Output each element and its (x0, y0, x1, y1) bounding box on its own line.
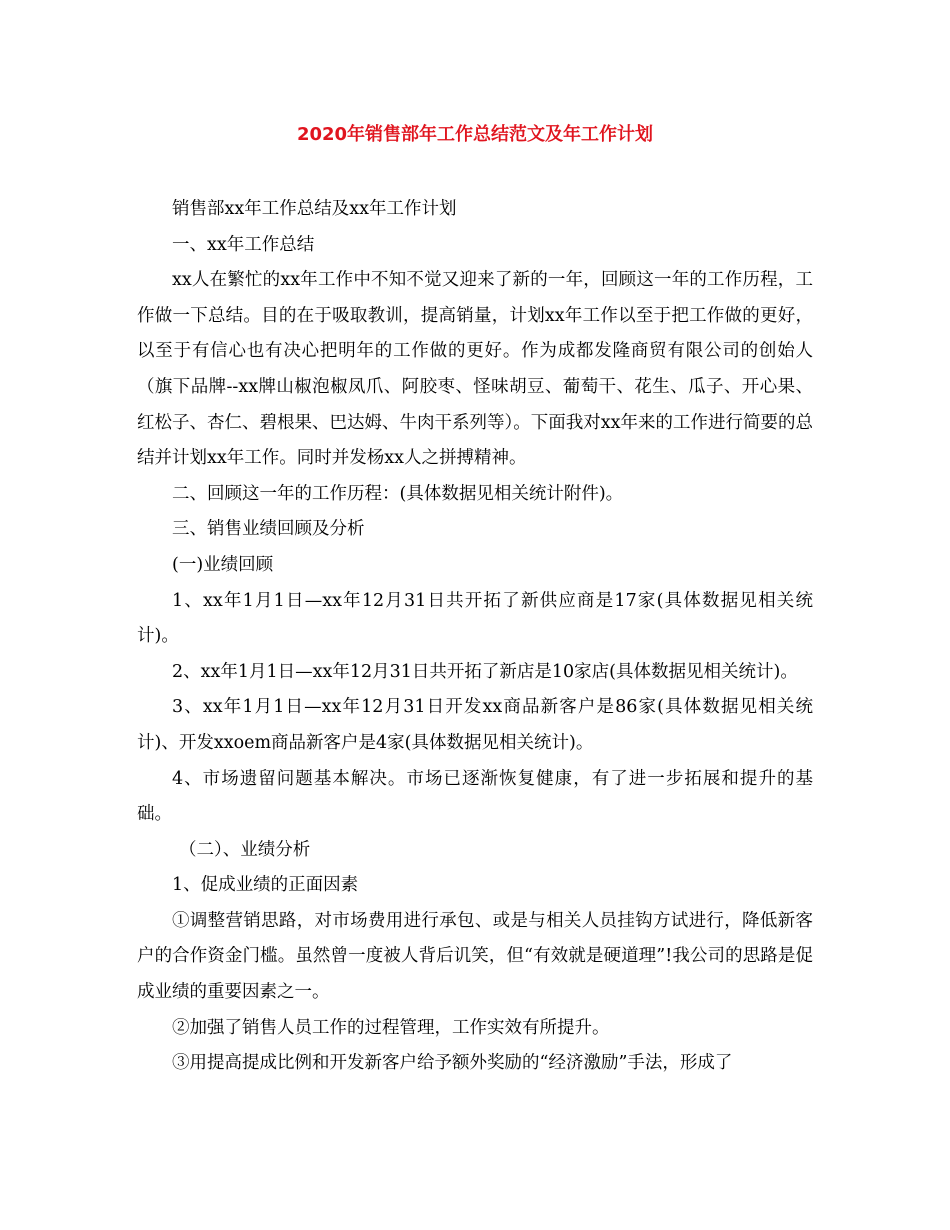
factor-item-2: ②加强了销售人员工作的过程管理，工作实效有所提升。 (172, 1017, 610, 1038)
factor-item-3: ③用提高提成比例和开发新客户给予额外奖励的“经济激励”手法，形成了 (172, 1053, 733, 1074)
list-item-3: 3、xx年1月1日—xx年12月31日开发xx商品新客户是86家(具体数据见相关统计)、开发xxoem商品新客户是4家(具体数据见相关统计)。 (137, 697, 813, 753)
factor-heading: 1、促成业绩的正面因素 (172, 875, 359, 896)
subsection-heading-analysis: （二）、业绩分析 (179, 839, 311, 860)
section-heading-1: 一、xx年工作总结 (172, 234, 315, 255)
section-heading-3: 三、销售业绩回顾及分析 (172, 519, 365, 540)
paragraph-intro: xx人在繁忙的xx年工作中不知不觉又迎来了新的一年，回顾这一年的工作历程，工作做一下总结。目的在于吸取教训，提高销量，计划xx年工作以至于把工作做的更好，以至于有信心也有决心把明年的工作做的更好。作为成都发隆商贸有限公司的创始人（旗下品牌--xx牌山椒泡椒凤爪、阿胶枣、怪味胡豆、葡萄干、花生、瓜子、开心果、红松子、杏仁、碧根果、巴达姆、牛肉干系列等）。下面我对xx年来的工作进行简要的总结并计划xx年工作。同时并发杨xx人之拼搏精神。 (137, 270, 813, 469)
list-item-1: 1、xx年1月1日—xx年12月31日共开拓了新供应商是17家(具体数据见相关统计)。 (137, 590, 813, 647)
subsection-heading-review: (一)业绩回顾 (172, 554, 274, 575)
factor-item-1: ①调整营销思路，对市场费用进行承包、或是与相关人员挂钩方试进行，降低新客户的合作资金门槛。虽然曾一度被人背后讥笑，但“有效就是硬道理”!我公司的思路是促成业绩的重要因素之一。 (137, 910, 813, 1003)
document-body (137, 192, 813, 1082)
list-item-2: 2、xx年1月1日—xx年12月31日共开拓了新店是10家店(具体数据见相关统计)。 (172, 661, 798, 682)
list-item-4: 4、市场遗留问题基本解决。市场已逐渐恢复健康，有了进一步拓展和提升的基础。 (137, 768, 813, 825)
section-heading-2: 二、回顾这一年的工作历程：(具体数据见相关统计附件)。 (172, 483, 624, 504)
paragraph-heading: 销售部xx年工作总结及xx年工作计划 (172, 199, 457, 219)
document-title: 2020年销售部年工作总结范文及年工作计划 (296, 124, 654, 145)
